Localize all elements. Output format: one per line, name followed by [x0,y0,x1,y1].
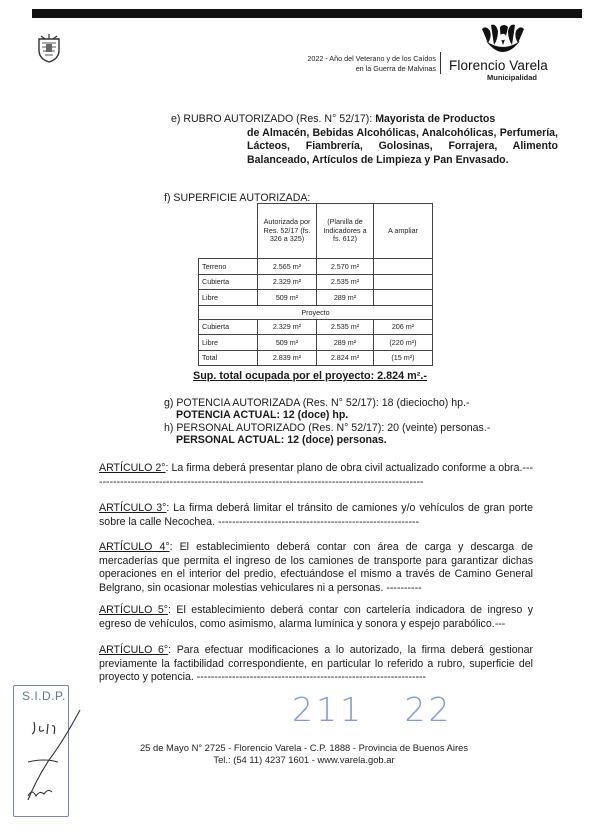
table-cell: 2.535 m² [317,319,374,335]
rubro-rest: de Almacén, Bebidas Alcohólicas, Analcohólicas, Perfumería, Lácteos, Fiambrería, Golosinas, Forrajera, Alimento Balanceado, Artículos de Limpieza y Pan Envasado. [247,126,558,166]
table-cell: 2.329 m² [258,319,317,335]
personal-actual-text: PERSONAL ACTUAL: 12 (doce) personas. [176,434,387,446]
table-row [199,350,433,366]
articulo-3 [99,502,533,529]
table-cell: 509 m² [258,290,317,306]
table-header-planilla: (Planilla de Indicadores a fs. 612) [317,204,374,259]
table-row [199,319,433,335]
florencio-varela-logo-icon [478,23,528,57]
row-label: Total [199,350,258,366]
articulo-label: ARTÍCULO 4° [99,541,170,553]
articulo-text: : El establecimiento deberá contar con área de carga y descarga de mercaderías que permita el ingreso de los camiones de transporte para garantizar dichas operaciones en el interior del predio, efectuándose el mismo a través de Camino General Belgrano, sin ocasionar molestias vehiculares ni a personas. ---------- [99,541,533,594]
potencia-autorizada: g) POTENCIA AUTORIZADA (Res. N° 52/17): 18 (dieciocho) hp.- [164,397,470,409]
header-divider [440,52,441,74]
table-cell: 2.839 m² [258,350,317,366]
table-cell: 206 m² [374,319,433,335]
rubro-prefix: e) RUBRO AUTORIZADO (Res. N° 52/17): [171,113,373,125]
articulo-text: : Para efectuar modificaciones a lo autorizado, la firma deberá gestionar previamente la factibilidad correspondiente, en particular lo referido a rubro, superficie del proyecto y potencia. ----------------------------------------------------------------- [99,644,533,684]
table-cell: 2.535 m² [317,274,374,290]
handwritten-signature-icon [14,700,84,810]
articulo-text: : La firma deberá limitar el tránsito de camiones y/o vehículos de gran porte sobre la calle Necochea. --------------------------------------------------------- [99,502,533,528]
row-label: Libre [199,290,258,306]
potencia-actual [176,409,348,423]
table-cell: 2.565 m² [258,259,317,275]
articulo-label: ARTÍCULO 5° [99,604,168,616]
table-header-ampliar: A ampliar [374,204,433,259]
logo-subtitle: Municipalidad [487,73,538,82]
table-cell: (15 m²) [374,350,433,366]
table-cell: (220 m²) [374,335,433,351]
table-cell: 289 m² [317,335,374,351]
articulo-4 [99,541,533,595]
row-label: Terreno [199,259,258,275]
rubro-lead: Mayorista de Productos [375,113,496,125]
row-label: Cubierta [199,319,258,335]
table-header-autorizada: Autorizada por Res. 52/17 (fs. 326 a 325) [258,204,317,259]
table-cell [374,274,433,290]
articulo-label: ARTÍCULO 3° [99,502,167,514]
table-cell: 2.329 m² [258,274,317,290]
potencia-actual-text: POTENCIA ACTUAL: 12 (doce) hp. [176,409,349,421]
articulo-text: : El establecimiento deberá contar con cartelería indicadora de ingreso y egreso de vehículos, como asimismo, alarma lumínica y sonora y espejo parabólico.--- [99,604,533,630]
proyecto-label: Proyecto [199,305,433,319]
articulo-label: ARTÍCULO 6° [99,644,169,656]
sidp-stamp-label: S.I.D.P. [22,689,66,703]
articulo-text: : La firma deberá presentar plano de obra civil actualizado conforme a obra.----------------------------------------------------------------------------------------------- [99,462,533,488]
table-row [199,274,433,290]
superficie-total: Sup. total ocupada por el proyecto: 2.824 m².- [193,370,427,382]
row-label: Libre [199,335,258,351]
superficie-table [198,203,433,366]
city-crest-icon [36,33,62,63]
table-cell: 2.570 m² [317,259,374,275]
rubro-autorizado [171,113,558,167]
personal-actual [176,434,387,448]
superficie-title: f) SUPERFICIE AUTORIZADA: [164,192,311,204]
articulo-2 [99,462,533,489]
table-cell: 289 m² [317,290,374,306]
table-row [199,290,433,306]
table-row [199,335,433,351]
row-label: Cubierta [199,274,258,290]
table-row [199,305,433,319]
table-cell [374,290,433,306]
folio-stamp-number: 211 22 [292,690,453,729]
table-cell [374,259,433,275]
articulo-6 [99,644,533,685]
footer-line-1: 25 de Mayo N° 2725 - Florencio Varela - C.P. 1888 - Provincia de Buenos Aires [139,742,469,753]
articulo-5 [99,604,533,631]
table-cell: 2.824 m² [317,350,374,366]
logo-wordmark: Florencio Varela [449,58,548,73]
personal-autorizado: h) PERSONAL AUTORIZADO (Res. N° 52/17): 20 (veinte) personas.- [164,422,491,434]
motto-line-1: 2022 - Año del Veterano y de los Caídos [307,54,436,63]
table-cell [199,204,258,259]
articulo-label: ARTÍCULO 2° [99,462,166,474]
table-row [199,259,433,275]
table-cell: 509 m² [258,335,317,351]
table-row [199,204,433,259]
footer-address [104,742,504,766]
header-top-bar [32,9,582,18]
motto-line-2: en la Guerra de Malvinas [355,64,436,73]
header-motto [200,54,436,74]
footer-line-2: Tel.: (54 11) 4237 1601 - www.varela.gob.ar [213,754,395,765]
